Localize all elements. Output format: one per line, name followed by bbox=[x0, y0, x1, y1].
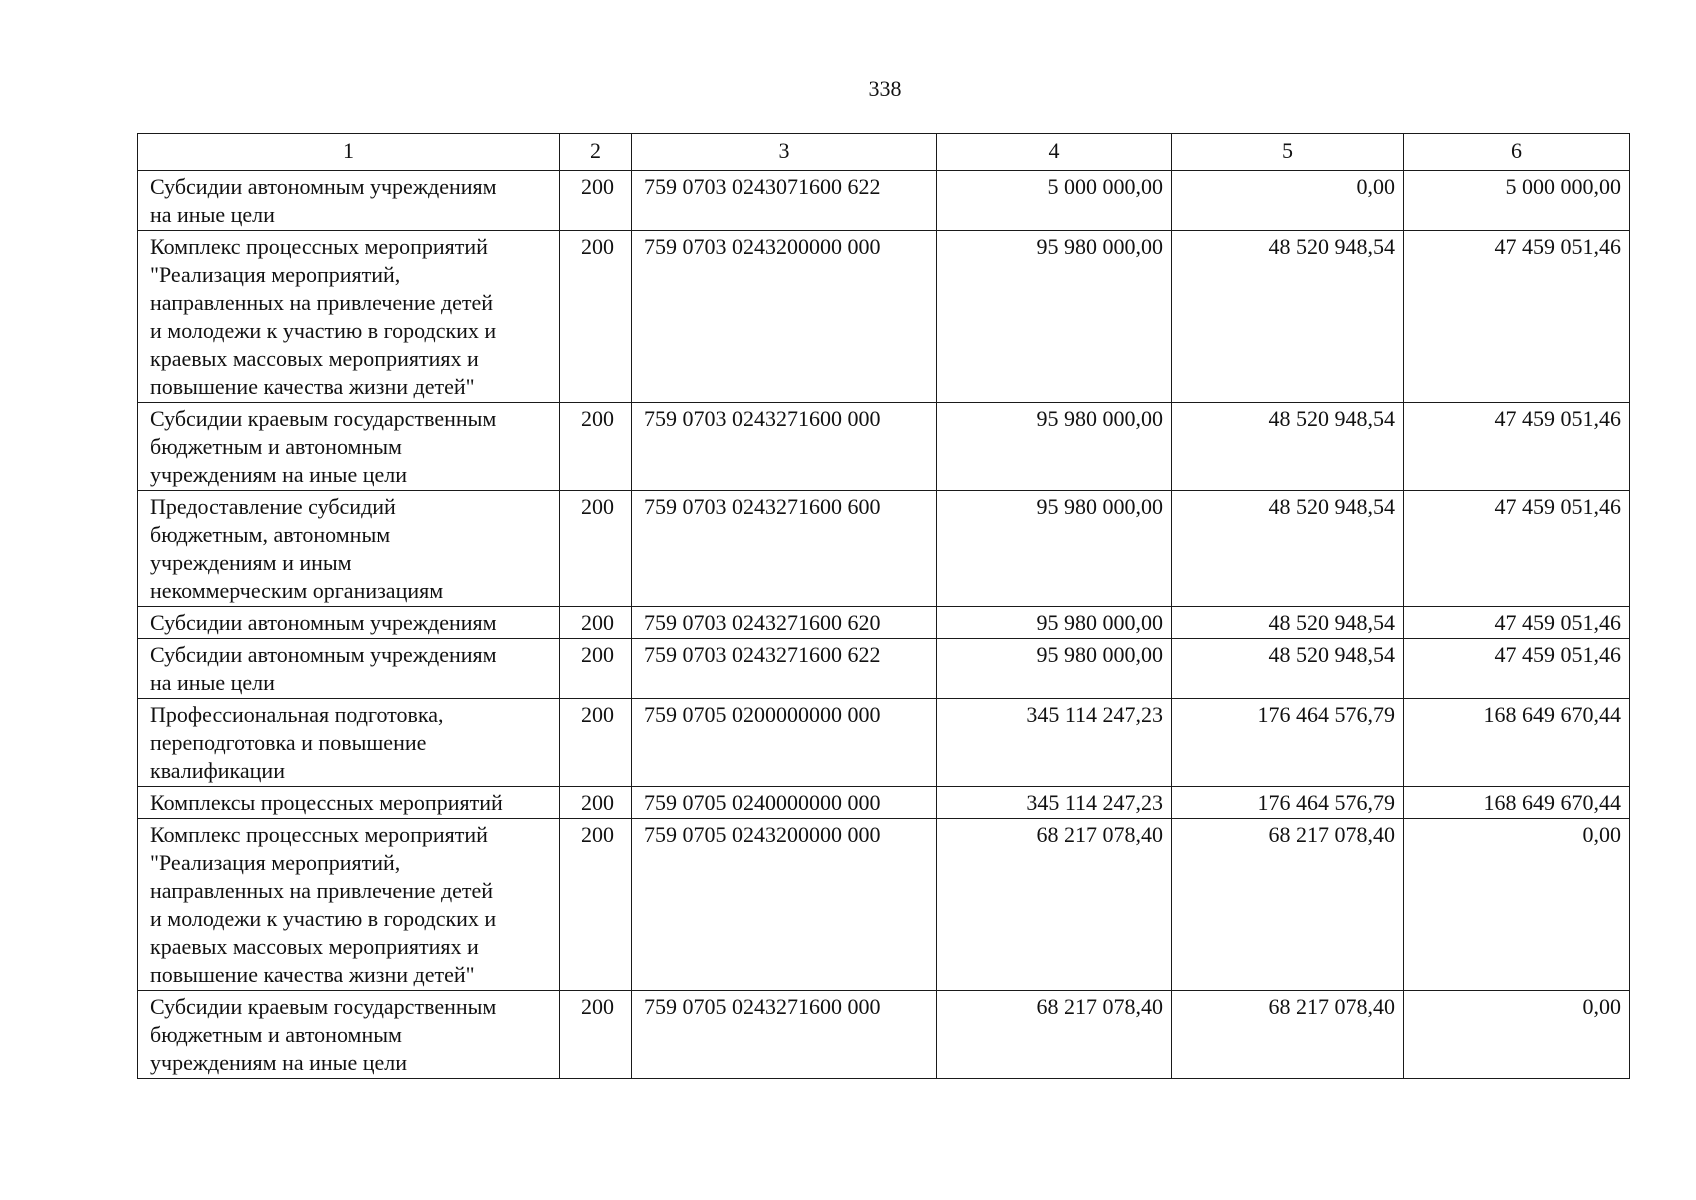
table-row bbox=[138, 607, 1630, 639]
header-cell-1: 1 bbox=[138, 134, 560, 171]
row-code: 200 bbox=[560, 607, 632, 639]
row-code: 200 bbox=[560, 639, 632, 699]
row-code: 200 bbox=[560, 403, 632, 491]
row-code: 200 bbox=[560, 231, 632, 403]
row-classification: 759 0703 0243071600 622 bbox=[632, 171, 937, 231]
row-value-col6: 47 459 051,46 bbox=[1404, 403, 1630, 491]
row-value-col5: 48 520 948,54 bbox=[1172, 639, 1404, 699]
row-name-text: Субсидии автономным учреждениям на иные цели bbox=[150, 642, 497, 695]
table-row bbox=[138, 991, 1630, 1079]
row-value-col5: 176 464 576,79 bbox=[1172, 787, 1404, 819]
row-value-col6: 168 649 670,44 bbox=[1404, 699, 1630, 787]
row-name-text: Предоставление субсидий бюджетным, автономным учреждениям и иным некоммерческим организациям bbox=[150, 494, 444, 603]
row-value-col6: 47 459 051,46 bbox=[1404, 607, 1630, 639]
row-value-col5: 48 520 948,54 bbox=[1172, 231, 1404, 403]
row-classification: 759 0705 0240000000 000 bbox=[632, 787, 937, 819]
row-name bbox=[138, 171, 560, 231]
row-classification: 759 0705 0243271600 000 bbox=[632, 991, 937, 1079]
row-name-text: Субсидии краевым государственным бюджетным и автономным учреждениям на иные цели bbox=[150, 994, 497, 1075]
row-code: 200 bbox=[560, 171, 632, 231]
row-name bbox=[138, 819, 560, 991]
row-value-col5: 176 464 576,79 bbox=[1172, 699, 1404, 787]
row-classification: 759 0703 0243200000 000 bbox=[632, 231, 937, 403]
row-value-col5: 48 520 948,54 bbox=[1172, 491, 1404, 607]
row-name bbox=[138, 491, 560, 607]
row-value-col4: 345 114 247,23 bbox=[937, 787, 1172, 819]
row-value-col5: 48 520 948,54 bbox=[1172, 403, 1404, 491]
row-name bbox=[138, 403, 560, 491]
row-value-col4: 95 980 000,00 bbox=[937, 231, 1172, 403]
row-classification: 759 0703 0243271600 000 bbox=[632, 403, 937, 491]
row-name bbox=[138, 231, 560, 403]
table-row bbox=[138, 171, 1630, 231]
row-classification: 759 0705 0243200000 000 bbox=[632, 819, 937, 991]
row-value-col6: 47 459 051,46 bbox=[1404, 231, 1630, 403]
row-value-col5: 68 217 078,40 bbox=[1172, 819, 1404, 991]
row-code: 200 bbox=[560, 819, 632, 991]
row-value-col5: 48 520 948,54 bbox=[1172, 607, 1404, 639]
row-value-col6: 0,00 bbox=[1404, 991, 1630, 1079]
row-name bbox=[138, 787, 560, 819]
row-value-col4: 68 217 078,40 bbox=[937, 991, 1172, 1079]
row-value-col4: 5 000 000,00 bbox=[937, 171, 1172, 231]
table-row bbox=[138, 787, 1630, 819]
row-value-col4: 95 980 000,00 bbox=[937, 491, 1172, 607]
budget-table bbox=[137, 133, 1630, 1079]
row-value-col6: 0,00 bbox=[1404, 819, 1630, 991]
row-value-col4: 68 217 078,40 bbox=[937, 819, 1172, 991]
row-name-text: Комплекс процессных мероприятий "Реализация мероприятий, направленных на привлечение детей и молодежи к участию в городских и краевых массовых мероприятиях и повышение качества жизни детей" bbox=[150, 234, 497, 399]
row-classification: 759 0703 0243271600 622 bbox=[632, 639, 937, 699]
table-row bbox=[138, 819, 1630, 991]
row-classification: 759 0703 0243271600 620 bbox=[632, 607, 937, 639]
row-value-col6: 47 459 051,46 bbox=[1404, 639, 1630, 699]
table-row bbox=[138, 639, 1630, 699]
row-value-col6: 168 649 670,44 bbox=[1404, 787, 1630, 819]
row-code: 200 bbox=[560, 699, 632, 787]
row-name-text: Комплексы процессных мероприятий bbox=[150, 790, 503, 815]
row-classification: 759 0705 0200000000 000 bbox=[632, 699, 937, 787]
header-row bbox=[138, 134, 1630, 171]
row-name bbox=[138, 607, 560, 639]
header-cell-2: 2 bbox=[560, 134, 632, 171]
row-code: 200 bbox=[560, 787, 632, 819]
table-row bbox=[138, 699, 1630, 787]
row-classification: 759 0703 0243271600 600 bbox=[632, 491, 937, 607]
row-name-text: Субсидии краевым государственным бюджетным и автономным учреждениям на иные цели bbox=[150, 406, 497, 487]
row-name-text: Профессиональная подготовка, переподготовка и повышение квалификации bbox=[150, 702, 444, 783]
row-code: 200 bbox=[560, 991, 632, 1079]
row-name bbox=[138, 699, 560, 787]
header-cell-6: 6 bbox=[1404, 134, 1630, 171]
row-value-col4: 345 114 247,23 bbox=[937, 699, 1172, 787]
table-row bbox=[138, 403, 1630, 491]
page-number: 338 bbox=[868, 76, 902, 101]
row-value-col6: 5 000 000,00 bbox=[1404, 171, 1630, 231]
row-value-col6: 47 459 051,46 bbox=[1404, 491, 1630, 607]
row-code: 200 bbox=[560, 491, 632, 607]
row-value-col4: 95 980 000,00 bbox=[937, 403, 1172, 491]
row-name-text: Субсидии автономным учреждениям на иные цели bbox=[150, 174, 497, 227]
table-row bbox=[138, 491, 1630, 607]
table-row bbox=[138, 231, 1630, 403]
row-name-text: Комплекс процессных мероприятий "Реализация мероприятий, направленных на привлечение детей и молодежи к участию в городских и краевых массовых мероприятиях и повышение качества жизни детей" bbox=[150, 822, 497, 987]
row-value-col4: 95 980 000,00 bbox=[937, 639, 1172, 699]
row-value-col5: 68 217 078,40 bbox=[1172, 991, 1404, 1079]
row-name bbox=[138, 639, 560, 699]
header-cell-4: 4 bbox=[937, 134, 1172, 171]
header-cell-3: 3 bbox=[632, 134, 937, 171]
header-cell-5: 5 bbox=[1172, 134, 1404, 171]
row-value-col4: 95 980 000,00 bbox=[937, 607, 1172, 639]
row-name-text: Субсидии автономным учреждениям bbox=[150, 610, 497, 635]
row-value-col5: 0,00 bbox=[1172, 171, 1404, 231]
row-name bbox=[138, 991, 560, 1079]
